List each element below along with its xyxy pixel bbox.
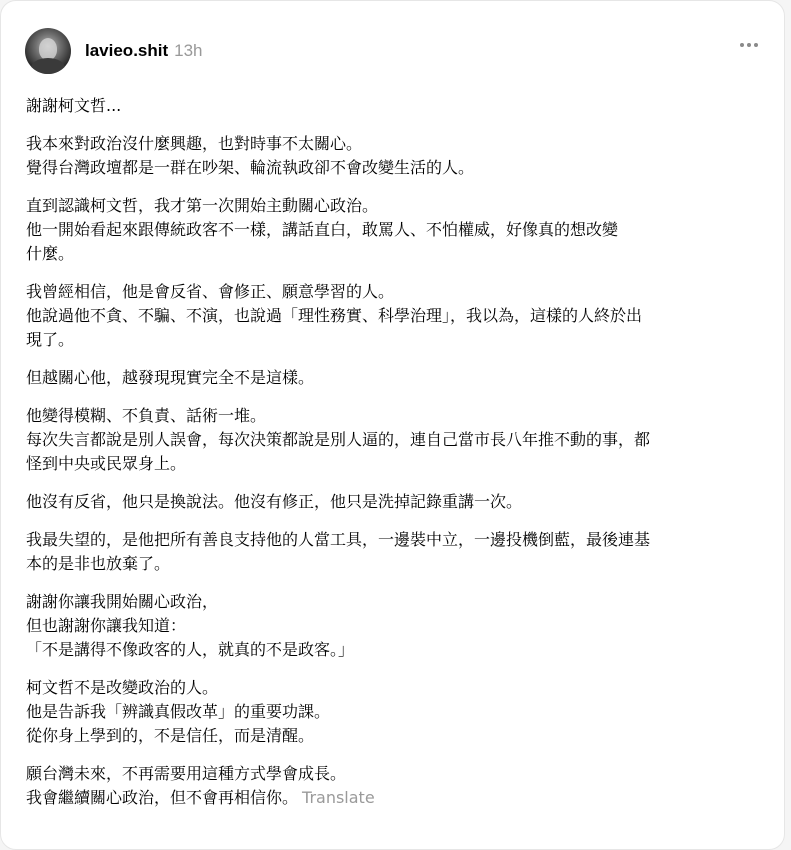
post-text-line: 怪到中央或民眾身上。 xyxy=(26,454,187,473)
post-timestamp[interactable]: 13h xyxy=(174,41,203,60)
post-text-line: 謝謝你讓我開始關心政治， xyxy=(26,592,219,611)
avatar[interactable] xyxy=(25,28,71,74)
post-text-line: 覺得台灣政壇都是一群在吵架、輪流執政卻不會改變生活的人。 xyxy=(26,158,475,177)
post-paragraph xyxy=(26,676,761,748)
post-text-line: 我本來對政治沒什麼興趣，也對時事不太關心。 xyxy=(26,134,363,153)
post-paragraph xyxy=(26,132,761,180)
post-text-line: 但也謝謝你讓我知道： xyxy=(26,616,187,635)
post-text-line: 謝謝柯文哲... xyxy=(26,96,122,115)
post-text-line: 從你身上學到的，不是信任，而是清醒。 xyxy=(26,726,315,745)
post-text-line: 我曾經相信，他是會反省、會修正、願意學習的人。 xyxy=(26,282,395,301)
post-text-line: 他一開始看起來跟傳統政客不一樣，講話直白，敢罵人、不怕權威，好像真的想改變 xyxy=(26,220,619,239)
post-text-line: 每次失言都說是別人誤會，每次決策都說是別人逼的，連自己當市長八年推不動的事，都 xyxy=(26,430,651,449)
post-text-line: 願台灣未來，不再需要用這種方式學會成長。 xyxy=(26,764,347,783)
more-options-icon[interactable] xyxy=(740,43,758,47)
translate-link[interactable]: Translate xyxy=(302,788,375,807)
username-link[interactable]: lavieo.shit xyxy=(85,41,169,60)
post-paragraph xyxy=(26,280,761,352)
post-paragraph xyxy=(26,762,761,810)
post-paragraph xyxy=(26,94,761,118)
post-paragraph xyxy=(26,528,761,576)
post-paragraph xyxy=(26,404,761,476)
post-text-line: 他說過他不貪、不騙、不演，也說過「理性務實、科學治理」，我以為，這樣的人終於出 xyxy=(26,306,643,325)
post-paragraph xyxy=(26,366,761,390)
post-text-line: 他變得模糊、不負責、話術一堆。 xyxy=(26,406,267,425)
post-text-line: 但越關心他，越發現現實完全不是這樣。 xyxy=(26,368,315,387)
post-text-line: 柯文哲不是改變政治的人。 xyxy=(26,678,219,697)
post-text-line: 現了。 xyxy=(26,330,75,349)
post-text-line: 直到認識柯文哲，我才第一次開始主動關心政治。 xyxy=(26,196,379,215)
post-text-line: 本的是非也放棄了。 xyxy=(26,554,171,573)
post-text-line: 他是告訴我「辨識真假改革」的重要功課。 xyxy=(26,702,331,721)
post-header xyxy=(25,28,203,74)
post-text-line: 我最失望的，是他把所有善良支持他的人當工具，一邊裝中立，一邊投機倒藍，最後連基 xyxy=(26,530,651,549)
post-text-line: 他沒有反省，他只是換說法。他沒有修正，他只是洗掉記錄重講一次。 xyxy=(26,492,523,511)
post-text-line xyxy=(26,786,761,810)
post-paragraph xyxy=(26,194,761,266)
post-text-line: 「不是講得不像政客的人，就真的不是政客。」 xyxy=(26,640,355,659)
post-text-last: 我會繼續關心政治，但不會再相信你。 xyxy=(26,788,299,807)
post-text-line: 什麼。 xyxy=(26,244,75,263)
post-body xyxy=(26,94,761,824)
post-paragraph xyxy=(26,590,761,662)
post-paragraph xyxy=(26,490,761,514)
